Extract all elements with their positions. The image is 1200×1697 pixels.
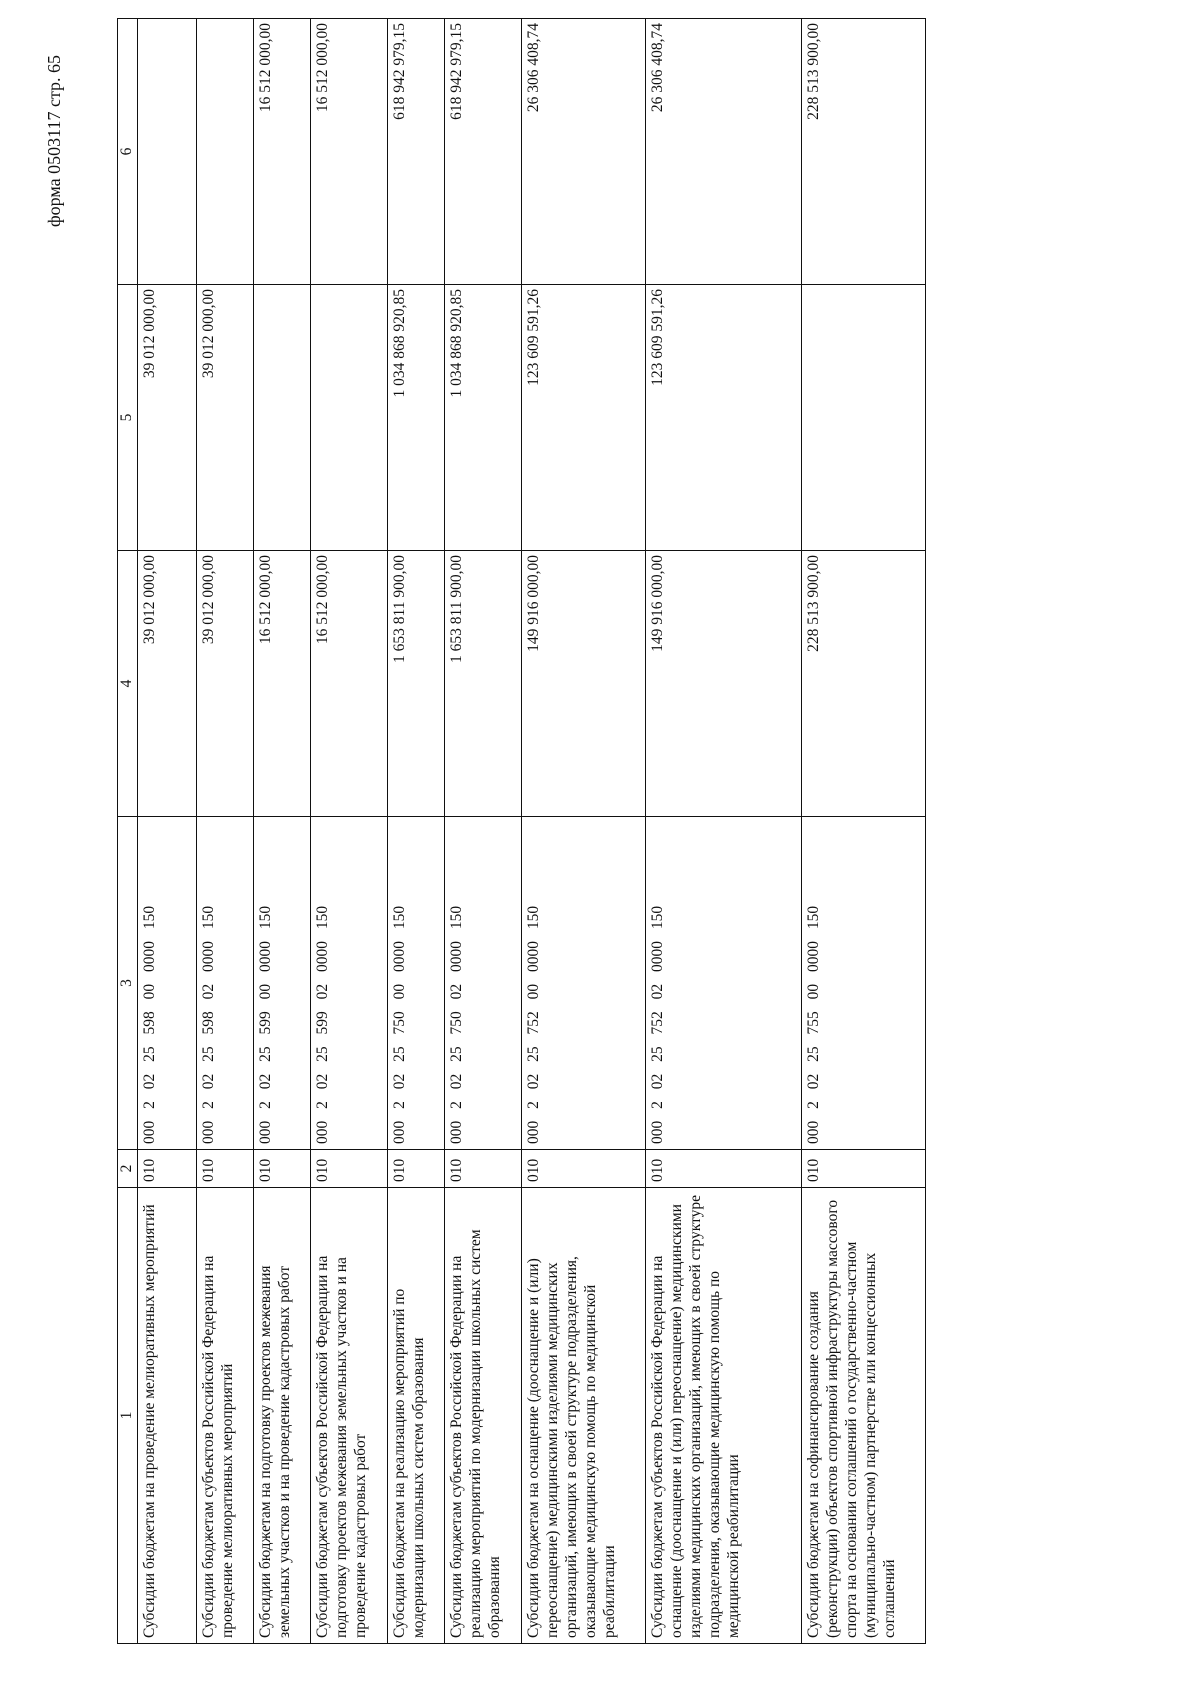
approved-amount: 149 916 000,00 bbox=[646, 551, 802, 817]
income-code: 000 2 02 25 752 00 0000 150 bbox=[522, 817, 646, 1150]
unexecuted-amount bbox=[197, 19, 254, 285]
row-name: Субсидии бюджетам на софинансирование создания (реконструкции) объектов спортивной инфраструктуры массового спорта на основании соглашений о государственно-частном (муниципально-частном) партнерстве или концессионных соглашений bbox=[802, 1188, 926, 1644]
column-number: 4 bbox=[118, 551, 138, 817]
line-code: 010 bbox=[254, 1150, 311, 1188]
unexecuted-amount: 16 512 000,00 bbox=[311, 19, 388, 285]
line-code: 010 bbox=[445, 1150, 522, 1188]
row-name: Субсидии бюджетам на подготовку проектов межевания земельных участков и на проведение кадастровых работ bbox=[254, 1188, 311, 1644]
unexecuted-amount: 26 306 408,74 bbox=[522, 19, 646, 285]
unexecuted-amount: 16 512 000,00 bbox=[254, 19, 311, 285]
executed-amount: 39 012 000,00 bbox=[197, 285, 254, 551]
line-code: 010 bbox=[802, 1150, 926, 1188]
unexecuted-amount bbox=[138, 19, 197, 285]
table-row bbox=[522, 19, 646, 1644]
line-code: 010 bbox=[522, 1150, 646, 1188]
approved-amount: 228 513 900,00 bbox=[802, 551, 926, 817]
income-code: 000 2 02 25 599 00 0000 150 bbox=[254, 817, 311, 1150]
executed-amount bbox=[311, 285, 388, 551]
executed-amount: 39 012 000,00 bbox=[138, 285, 197, 551]
approved-amount: 1 653 811 900,00 bbox=[445, 551, 522, 817]
unexecuted-amount: 26 306 408,74 bbox=[646, 19, 802, 285]
row-name: Субсидии бюджетам на проведение мелиоративных мероприятий bbox=[138, 1188, 197, 1644]
income-code: 000 2 02 25 752 02 0000 150 bbox=[646, 817, 802, 1150]
form-reference: форма 0503117 стр. 65 bbox=[44, 54, 64, 227]
income-code: 000 2 02 25 598 00 0000 150 bbox=[138, 817, 197, 1150]
table-row bbox=[802, 19, 926, 1644]
approved-amount: 1 653 811 900,00 bbox=[388, 551, 445, 817]
row-name: Субсидии бюджетам на реализацию мероприятий по модернизации школьных систем образования bbox=[388, 1188, 445, 1644]
executed-amount: 123 609 591,26 bbox=[522, 285, 646, 551]
row-name: Субсидии бюджетам субъектов Российской Федерации на проведение мелиоративных мероприятий bbox=[197, 1188, 254, 1644]
table-row bbox=[646, 19, 802, 1644]
approved-amount: 16 512 000,00 bbox=[254, 551, 311, 817]
executed-amount bbox=[254, 285, 311, 551]
column-number: 3 bbox=[118, 817, 138, 1150]
row-name: Субсидии бюджетам субъектов Российской Федерации на реализацию мероприятий по модернизации школьных систем образования bbox=[445, 1188, 522, 1644]
unexecuted-amount: 618 942 979,15 bbox=[445, 19, 522, 285]
line-code: 010 bbox=[138, 1150, 197, 1188]
table-row bbox=[138, 19, 197, 1644]
column-number: 2 bbox=[118, 1150, 138, 1188]
line-code: 010 bbox=[388, 1150, 445, 1188]
line-code: 010 bbox=[646, 1150, 802, 1188]
table-row bbox=[388, 19, 445, 1644]
executed-amount: 1 034 868 920,85 bbox=[388, 285, 445, 551]
row-name: Субсидии бюджетам субъектов Российской Федерации на оснащение (дооснащение и (или) переоснащение) медицинскими изделиями медицинских организаций, имеющих в своей структуре подразделения, оказывающие медицинскую помощь по медицинской реабилитации bbox=[646, 1188, 802, 1644]
table-row bbox=[197, 19, 254, 1644]
line-code: 010 bbox=[197, 1150, 254, 1188]
table-row bbox=[445, 19, 522, 1644]
unexecuted-amount: 618 942 979,15 bbox=[388, 19, 445, 285]
approved-amount: 39 012 000,00 bbox=[197, 551, 254, 817]
line-code: 010 bbox=[311, 1150, 388, 1188]
income-code: 000 2 02 25 750 02 0000 150 bbox=[445, 817, 522, 1150]
approved-amount: 16 512 000,00 bbox=[311, 551, 388, 817]
income-code: 000 2 02 25 755 00 0000 150 bbox=[802, 817, 926, 1150]
unexecuted-amount: 228 513 900,00 bbox=[802, 19, 926, 285]
income-code: 000 2 02 25 750 00 0000 150 bbox=[388, 817, 445, 1150]
column-number-row bbox=[118, 19, 138, 1644]
approved-amount: 39 012 000,00 bbox=[138, 551, 197, 817]
executed-amount: 123 609 591,26 bbox=[646, 285, 802, 551]
row-name: Субсидии бюджетам субъектов Российской Федерации на подготовку проектов межевания земельных участков и на проведение кадастровых работ bbox=[311, 1188, 388, 1644]
row-name: Субсидии бюджетам на оснащение (дооснащение и (или) переоснащение) медицинскими изделиями медицинских организаций, имеющих в своей структуре подразделения, оказывающие медицинскую помощь по медицинской реабилитации bbox=[522, 1188, 646, 1644]
income-table bbox=[117, 18, 926, 1644]
table-row bbox=[254, 19, 311, 1644]
income-code: 000 2 02 25 599 02 0000 150 bbox=[311, 817, 388, 1150]
approved-amount: 149 916 000,00 bbox=[522, 551, 646, 817]
column-number: 6 bbox=[118, 19, 138, 285]
column-number: 1 bbox=[118, 1188, 138, 1644]
column-number: 5 bbox=[118, 285, 138, 551]
table-row bbox=[311, 19, 388, 1644]
executed-amount: 1 034 868 920,85 bbox=[445, 285, 522, 551]
executed-amount bbox=[802, 285, 926, 551]
income-code: 000 2 02 25 598 02 0000 150 bbox=[197, 817, 254, 1150]
